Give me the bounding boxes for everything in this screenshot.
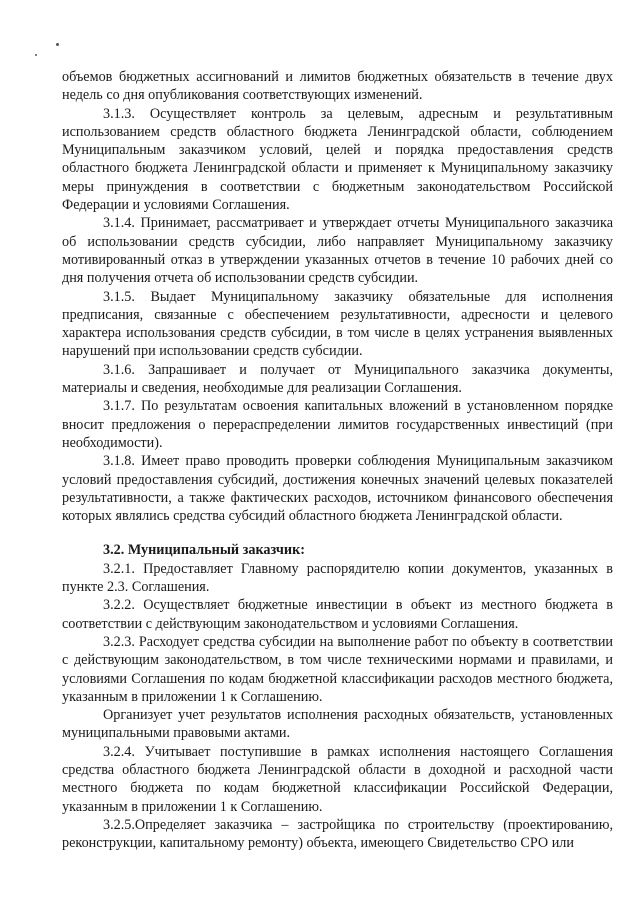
scan-speck (56, 43, 59, 46)
document-body (62, 68, 613, 852)
paragraph-3-1-4: 3.1.4. Принимает, рассматривает и утверждает отчеты Муниципального заказчика об использовании средств субсидии, либо направляет Муниципальному заказчику мотивированный отказ в утверждении указанных отчетов в течение 10 рабочих дней со дня получения отчета об использовании средств субсидии. (62, 215, 613, 287)
paragraph-3-2-1: 3.2.1. Предоставляет Главному распорядителю копии документов, указанных в пункте 2.3. Соглашения. (62, 560, 613, 596)
paragraph-3-1-6: 3.1.6. Запрашивает и получает от Муниципального заказчика документы, материалы и сведения, необходимые для реализации Соглашения. (62, 361, 613, 397)
scan-speck (35, 54, 37, 56)
section-heading-3-2: 3.2. Муниципальный заказчик: (103, 542, 305, 559)
paragraph-3-1-7: 3.1.7. По результатам освоения капитальных вложений в установленном порядке вносит предложения о перераспределении лимитов государственных инвестиций (при необходимости). (62, 398, 613, 451)
paragraph-3-2-5: 3.2.5.Определяет заказчика – застройщика по строительству (проектированию, реконструкции, капитальному ремонту) объекта, имеющего Свидетельство СРО или (62, 816, 613, 852)
paragraph-3-1-3: 3.1.3. Осуществляет контроль за целевым, адресным и результативным использованием средств областного бюджета Ленинградской области, соблюдением Муниципальным заказчиком условий, целей и порядка предоставления средств областного бюджета Ленинградской области и применяет к Муниципальному заказчику меры принуждения в соответствии с бюджетным законодательством Российской Федерации и условиями Соглашения. (62, 105, 613, 214)
paragraph-3-2-2: 3.2.2. Осуществляет бюджетные инвестиции в объект из местного бюджета в соответствии с действующим законодательством и условиями Соглашения. (62, 597, 613, 632)
paragraph-3-1-8: 3.1.8. Имеет право проводить проверки соблюдения Муниципальным заказчиком условий предоставления субсидий, достижения конечных значений целевых показателей результативности, а также фактических расходов, источником финансового обеспечения которых являлись средства субсидий областного бюджета Ленинградской области. (62, 453, 613, 525)
paragraph-3-2-3: 3.2.3. Расходует средства субсидии на выполнение работ по объекту в соответствии с действующим законодательством, в том числе техническими нормами и правилами, и условиями Соглашения по кодам бюджетной классификации расходов местного бюджета, указанным в приложении 1 к Соглашению. (62, 633, 613, 705)
paragraph-3-1-5: 3.1.5. Выдает Муниципальному заказчику обязательные для исполнения предписания, связанные с обеспечением результативности, адресности и целевого характера использования средств субсидии, в том числе в целях устранения выявленных нарушений при использовании средств субсидии. (62, 288, 613, 360)
paragraph-3-2-4: 3.2.4. Учитывает поступившие в рамках исполнения настоящего Соглашения средства областного бюджета Ленинградской области в доходной и расходной части местного бюджета по кодам бюджетной классификации Российской Федерации, указанным в приложении 1 к Соглашению. (62, 743, 613, 815)
paragraph-continuation: объемов бюджетных ассигнований и лимитов бюджетных обязательств в течение двух недель со дня опубликования соответствующих изменений. (62, 69, 613, 104)
paragraph-organizes: Организует учет результатов исполнения расходных обязательств, установленных муниципальными правовыми актами. (62, 707, 613, 742)
